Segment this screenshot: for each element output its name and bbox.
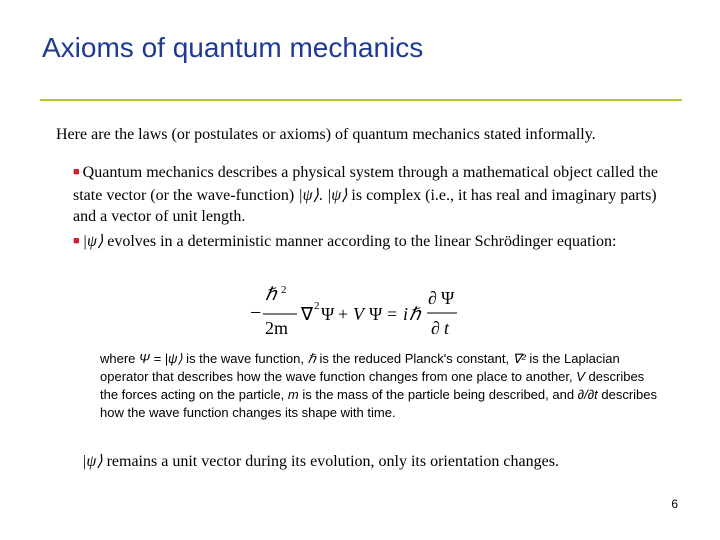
- eq-minus: −: [250, 302, 262, 324]
- square-bullet-icon: ■: [73, 166, 80, 178]
- eq-psi: Ψ: [321, 304, 335, 324]
- desc-text: is the Laplacian operator that describes how the wave function changes from one place to another,: [100, 351, 620, 384]
- ket-psi: |ψ⟩: [326, 187, 348, 204]
- intro-text: Here are the laws (or postulates or axioms) of quantum mechanics stated informally.: [56, 126, 596, 143]
- eq-psi: Ψ: [369, 304, 383, 324]
- eq-hbar: ℏ: [265, 284, 277, 304]
- desc-text: where: [100, 351, 140, 366]
- ket-psi: |ψ⟩: [298, 187, 319, 204]
- eq-plus: +: [338, 304, 349, 324]
- ket-psi: |ψ⟩: [82, 233, 104, 250]
- eq-nabla: ∇: [301, 304, 314, 324]
- bullet-text: .: [318, 187, 327, 204]
- eq-psi: Ψ: [441, 288, 455, 308]
- bullet-text: evolves in a deterministic manner according to the linear Schrödinger equation:: [103, 233, 617, 250]
- bullet-text: Quantum mechanics describes a physical system through a mathematical object called the state vector (or the wave-function): [73, 164, 659, 204]
- eq-partial: ∂: [431, 318, 440, 338]
- desc-text: describes the forces acting on the particle,: [100, 369, 645, 402]
- bullet-state-vector: [73, 162, 663, 227]
- bullet-schrodinger: [73, 231, 663, 254]
- eq-nabla-square: 2: [314, 300, 320, 312]
- bullet-text: is complex (i.e., it has real and imaginary parts) and a vector of unit length.: [73, 187, 657, 225]
- desc-math: m: [287, 387, 299, 402]
- eq-denominator: 2m: [265, 318, 289, 338]
- eq-imaginary: i: [403, 304, 409, 324]
- page-number: 6: [671, 497, 678, 511]
- schrodinger-equation: [245, 282, 470, 344]
- closing-statement: [82, 451, 559, 471]
- square-bullet-icon: ■: [73, 235, 80, 247]
- eq-hbar: ℏ: [409, 304, 421, 324]
- eq-potential: V: [353, 304, 364, 324]
- title-divider: [40, 99, 682, 101]
- desc-math: ℏ: [307, 351, 316, 366]
- desc-math: Ψ = |ψ⟩: [139, 351, 183, 366]
- ket-psi: |ψ⟩: [82, 453, 103, 470]
- desc-text: is the wave function,: [182, 351, 308, 366]
- closing-text: remains a unit vector during its evolution, only its orientation changes.: [102, 453, 559, 470]
- desc-text: is the mass of the particle being described, and: [298, 387, 578, 402]
- eq-equals: =: [387, 304, 398, 324]
- desc-text: describes how the wave function changes its shape with time.: [100, 387, 657, 420]
- eq-hbar-square: 2: [281, 284, 287, 296]
- equation-description: [100, 350, 660, 422]
- eq-time: t: [444, 318, 450, 338]
- desc-math: ∇²: [512, 351, 526, 366]
- desc-math: V: [576, 369, 585, 384]
- desc-math: ∂/∂t: [577, 387, 598, 402]
- desc-text: is the reduced Planck's constant,: [315, 351, 513, 366]
- slide-title: Axioms of quantum mechanics: [42, 32, 424, 63]
- eq-partial: ∂: [428, 288, 437, 308]
